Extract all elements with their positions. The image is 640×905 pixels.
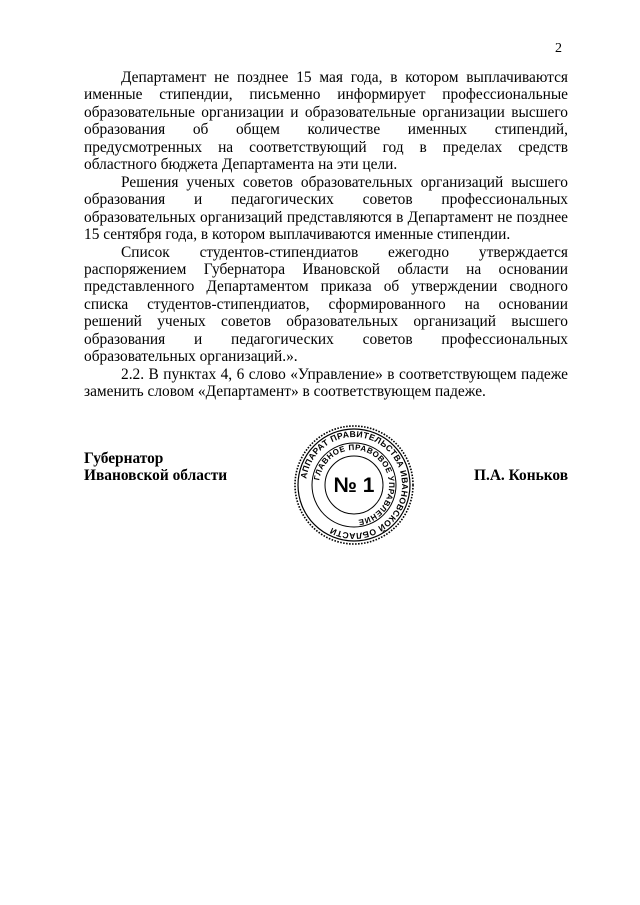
paragraph-student-list: Список студентов-стипендиатов ежегодно утверждается распоряжением Губернатора Ивановской области на основании представленного Департаментом приказа об утверждении сводного списка студентов-стипендиатов, сформированного на основании решений ученых советов образовательных организаций высшего образования и педагогических советов профессиональных образовательных организаций.».	[84, 243, 568, 366]
paragraph-notification: Департамент не позднее 15 мая года, в котором выплачиваются именные стипендии, письменно информирует профессиональные образовательные организации и образовательные организации высшего образования об общем количестве именных стипендий, предусмотренных на соответствующий год в пределах средств областного бюджета Департамента на эти цели.	[84, 69, 568, 174]
official-seal-stamp	[293, 424, 415, 546]
paragraph-amendment: 2.2. В пунктах 4, 6 слово «Управление» в соответствующем падеже заменить словом «Департамент» в соответствующем падеже.	[84, 365, 568, 401]
signatory-title-line2: Ивановской области	[84, 467, 228, 485]
signatory-title-line1: Губернатор	[84, 450, 164, 467]
page-number: 2	[555, 41, 562, 56]
signatory-title	[84, 450, 227, 485]
seal-inner-text: ГЛАВНОЕ ПРАВОВОЕ УПРАВЛЕНИЕ	[312, 442, 397, 527]
signatory-name: П.А. Коньков	[474, 467, 569, 484]
document-body	[84, 69, 568, 401]
seal-number: № 1	[333, 474, 375, 497]
paragraph-council-decisions: Решения ученых советов образовательных организаций высшего образования и педагогических советов профессиональных образовательных организаций представляются в Департамент не позднее 15 сентября года, в котором выплачиваются именные стипендии.	[84, 173, 568, 244]
seal-outer-text: АППАРАТ ПРАВИТЕЛЬСТВА ИВАНОВСКОЙ ОБЛАСТИ	[298, 428, 411, 542]
